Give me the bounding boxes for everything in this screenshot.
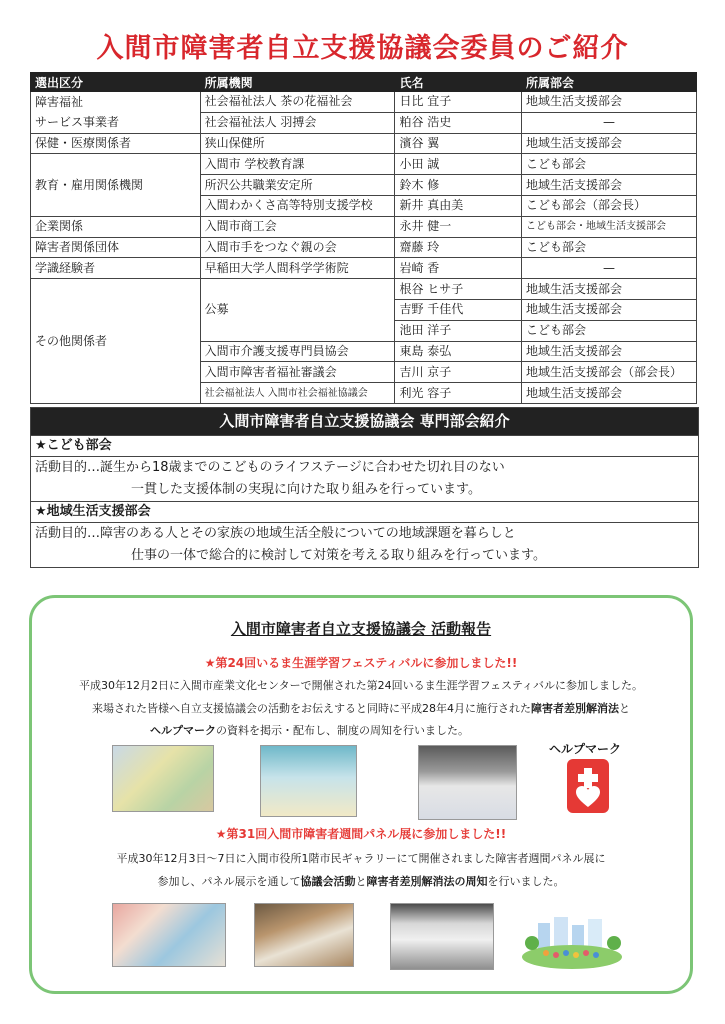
table-row: [31, 216, 697, 237]
name-cell: 利光 容子: [395, 383, 522, 404]
emphasis-text: 障害者差別解消法: [531, 702, 619, 715]
organization-cell: 入間市商工会: [200, 216, 395, 237]
activity-report-panel: [29, 595, 693, 994]
page-title: 入間市障害者自立支援協議会委員のご紹介: [96, 33, 629, 64]
category-cell: 企業関係: [31, 216, 201, 237]
name-cell: 日比 宜子: [395, 92, 522, 113]
organization-cell: 社会福祉法人 入間市社会福祉協議会: [200, 383, 395, 404]
committee-title: 入間市障害者自立支援協議会 専門部会紹介: [31, 408, 698, 435]
organization-cell: 社会福祉法人 茶の花福祉会: [200, 92, 395, 113]
emphasis-text: ヘルプマーク: [150, 724, 216, 737]
department-cell: 地域生活支援部会: [522, 341, 697, 362]
name-cell: 岩崎 香: [395, 258, 522, 279]
text-run: の資料を掲示・配布し、制度の周知を行いました。: [216, 724, 469, 737]
header-category: 選出区分: [31, 73, 201, 92]
department-cell: 地域生活支援部会: [522, 383, 697, 404]
life-support-committee-purpose-line2: 仕事の一体で総合的に検討して対策を考える取り組みを行っています。: [131, 548, 546, 563]
kids-committee-heading: ★こども部会: [31, 435, 698, 456]
category-cell: 障害福祉: [31, 92, 201, 113]
organization-cell: 狭山保健所: [200, 133, 395, 154]
organization-cell: 入間わかくさ高等特別支援学校: [200, 195, 395, 216]
event1-photo-2: [260, 745, 357, 817]
text-run: を行いました。: [487, 875, 565, 888]
department-cell: こども部会・地域生活支援部会: [522, 216, 697, 237]
table-row: [31, 279, 697, 300]
table-row: [31, 112, 697, 133]
department-cell: 地域生活支援部会: [522, 133, 697, 154]
organization-cell: 入間市介護支援専門員協会: [200, 341, 395, 362]
department-cell: —: [522, 112, 697, 133]
name-cell: 鈴木 修: [395, 175, 522, 196]
text-run: 来場された皆様へ自立支援協議会の活動をお伝えすると同時に平成28年4月に施行された: [92, 702, 531, 715]
name-cell: 吉川 京子: [395, 362, 522, 383]
town-illustration-graphic: [520, 913, 625, 969]
department-cell: 地域生活支援部会（部会長）: [522, 362, 697, 383]
helpmark-symbol: [567, 759, 609, 813]
department-cell: 地域生活支援部会: [522, 279, 697, 300]
name-cell: 吉野 千佳代: [395, 299, 522, 320]
text-run: と: [355, 875, 367, 888]
department-cell: 地域生活支援部会: [522, 92, 697, 113]
name-cell: 池田 洋子: [395, 320, 522, 341]
name-cell: 東島 泰弘: [395, 341, 522, 362]
header-department: 所属部会: [522, 73, 697, 92]
department-cell: 地域生活支援部会: [522, 175, 697, 196]
table-row: [31, 133, 697, 154]
name-cell: 永井 健一: [395, 216, 522, 237]
event1-paragraph-line2: [32, 700, 690, 716]
emphasis-text: 障害者差別解消法の周知: [366, 875, 488, 888]
department-cell: こども部会（部会長）: [522, 195, 697, 216]
name-cell: 粕谷 浩史: [395, 112, 522, 133]
emphasis-text: 協議会活動: [300, 875, 356, 888]
name-cell: 濱谷 翼: [395, 133, 522, 154]
town-illustration: [520, 913, 625, 969]
organization-cell: 早稲田大学人間科学学術院: [200, 258, 395, 279]
event2-paragraph-line2: [32, 873, 690, 889]
table-row: [31, 92, 697, 113]
header-name: 氏名: [395, 73, 522, 92]
category-cell: その他関係者: [31, 279, 201, 404]
name-cell: 齋藤 玲: [395, 237, 522, 258]
organization-cell: 社会福祉法人 羽搏会: [200, 112, 395, 133]
event2-photo-2: [254, 903, 354, 967]
event2-photo-1: [112, 903, 226, 967]
event1-paragraph-line1: 平成30年12月2日に入間市産業文化センターで開催された第24回いるま生涯学習フェスティバルに参加しました。: [79, 679, 643, 692]
event2-photo-3: [390, 903, 494, 970]
text-run: 参加し、パネル展示を通して: [157, 875, 301, 888]
life-support-committee-heading: ★地域生活支援部会: [31, 501, 698, 522]
members-table: [30, 72, 697, 404]
name-cell: 小田 誠: [395, 154, 522, 175]
event2-title: ★第31回入間市障害者週間パネル展に参加しました!!: [215, 827, 507, 841]
department-cell: こども部会: [522, 320, 697, 341]
department-cell: こども部会: [522, 237, 697, 258]
table-row: [31, 237, 697, 258]
event1-paragraph-line3: [32, 722, 725, 738]
table-row: [31, 154, 697, 175]
kids-committee-purpose-line2: 一貫した支援体制の実現に向けた取り組みを行っています。: [131, 482, 481, 497]
category-cell: 保健・医療関係者: [31, 133, 201, 154]
category-cell: 障害者関係団体: [31, 237, 201, 258]
event2-paragraph-line1: 平成30年12月3日～7日に入間市役所1階市民ギャラリーにて開催されました障害者週間パネル展に: [116, 852, 606, 865]
name-cell: 根谷 ヒサ子: [395, 279, 522, 300]
category-cell: 教育・雇用関係機関: [31, 154, 201, 216]
organization-cell: 入間市障害者福祉審議会: [200, 362, 395, 383]
helpmark-icon: [567, 759, 609, 813]
department-cell: こども部会: [522, 154, 697, 175]
kids-committee-purpose-line1: 活動目的…誕生から18歳までのこどものライフステージに合わせた切れ目のない: [31, 456, 698, 479]
category-cell: サービス事業者: [31, 112, 201, 133]
name-cell: 新井 真由美: [395, 195, 522, 216]
organization-cell: 入間市手をつなぐ親の会: [200, 237, 395, 258]
life-support-committee-purpose-line1: 活動目的…障害のある人とその家族の地域生活全般についての地域課題を暮らしと: [31, 522, 698, 545]
category-cell: 学識経験者: [31, 258, 201, 279]
committee-section: [30, 407, 699, 568]
organization-cell: 公募: [200, 279, 395, 341]
report-title: 入間市障害者自立支援協議会 活動報告: [230, 620, 492, 638]
department-cell: 地域生活支援部会: [522, 299, 697, 320]
helpmark-label: ヘルプマーク: [549, 742, 622, 756]
organization-cell: 所沢公共職業安定所: [200, 175, 395, 196]
event1-photo-3: [418, 745, 517, 820]
department-cell: —: [522, 258, 697, 279]
text-run: と: [619, 702, 630, 715]
table-header-row: [31, 73, 697, 92]
event1-title: ★第24回いるま生涯学習フェスティバルに参加しました!!: [204, 656, 518, 670]
organization-cell: 入間市 学校教育課: [200, 154, 395, 175]
table-row: [31, 258, 697, 279]
event1-photo-1: [112, 745, 214, 812]
header-organization: 所属機関: [200, 73, 395, 92]
